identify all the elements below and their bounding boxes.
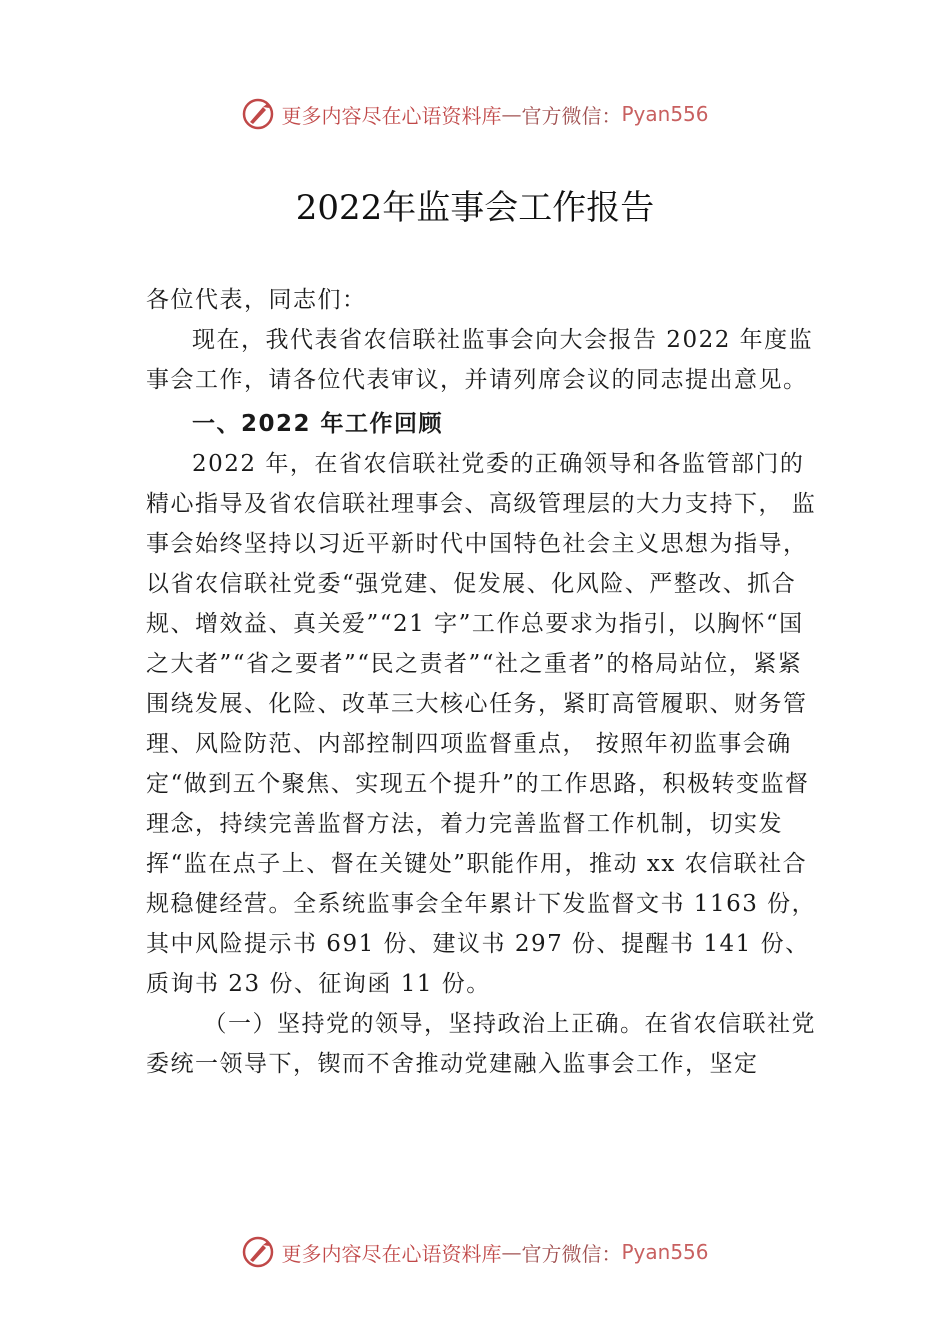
watermark-header — [0, 94, 950, 134]
intro-paragraph: 现在，我代表省农信联社监事会向大会报告 2022 年度监事会工作，请各位代表审议，并请列席会议的同志提出意见。 — [146, 327, 814, 393]
watermark-label: 官方微信： — [521, 103, 622, 128]
document-body — [146, 280, 818, 1084]
section-heading: 一、2022 年工作回顾 — [192, 411, 444, 437]
watermark-text: 更多内容尽在心语资料库 — [281, 103, 502, 128]
quill-seal-icon — [241, 1235, 275, 1269]
watermark-separator: — — [501, 102, 522, 126]
watermark-footer — [0, 1232, 950, 1272]
watermark-text: 更多内容尽在心语资料库 — [281, 1241, 502, 1266]
watermark-wechat-id: Pyan556 — [621, 102, 709, 126]
watermark-separator: — — [501, 1240, 522, 1264]
quill-seal-icon — [241, 97, 275, 131]
watermark-label: 官方微信： — [521, 1241, 622, 1266]
document-title: 2022年监事会工作报告 — [295, 188, 655, 228]
watermark-wechat-id: Pyan556 — [621, 1240, 709, 1264]
section-body: 2022 年，在省农信联社党委的正确领导和各监管部门的精心指导及省农信联社理事会、高级管理层的大力支持下， 监事会始终坚持以习近平新时代中国特色社会主义思想为指导，以省农信联社党委“强党建、促发展、化风险、严整改、抓合规、增效益、真关爱”“21 字”工作总要求为指引，以胸怀“国之大者”“省之要者”“民之责者”“社之重者”的格局站位，紧紧围绕发展、化险、改革三大核心任务，紧盯高管履职、财务管理、风险防范、内部控制四项监督重点， 按照年初监事会确定“做到五个聚焦、实现五个提升”的工作思路，积极转变监督理念，持续完善监督方法，着力完善监督工作机制，切实发挥“监在点子上、督在关键处”职能作用，推动 xx 农信联社合规稳健经营。全系统监事会全年累计下发监督文书 1163 份，其中风险提示书 691 份、建议书 297 份、提醒书 141 份、质询书 23 份、征询函 11 份。 — [146, 451, 817, 997]
salutation: 各位代表，同志们： — [146, 287, 367, 313]
subsection-paragraph: （一）坚持党的领导，坚持政治上正确。在省农信联社党委统一领导下，锲而不舍推动党建融入监事会工作，坚定 — [146, 1011, 816, 1077]
